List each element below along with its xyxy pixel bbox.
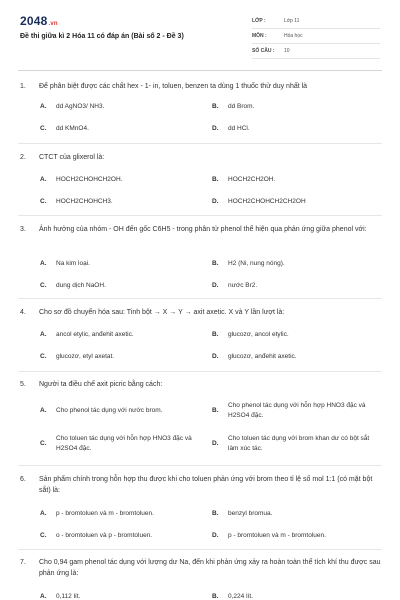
question-text: Cho 0,94 gam phenol tác dụng với lượng dư Na, đến khi phản ứng xảy ra hoàn toàn thể tích khí thu được sau phản ứng là:	[39, 559, 381, 577]
option-text: glucozơ, etyl axetat.	[56, 353, 115, 360]
question-number: 6.	[20, 476, 26, 483]
option-text: dd Brom.	[228, 103, 255, 110]
exam-meta-table	[252, 14, 380, 59]
meta-row-question-count	[252, 44, 380, 59]
option-text: ancol etylic, anđehit axetic.	[56, 331, 134, 338]
option-letter: A.	[40, 176, 47, 183]
option-text: Cho phenol tác dụng với nước brom.	[56, 407, 163, 414]
option-letter: C.	[40, 532, 47, 539]
option-letter: A.	[40, 593, 47, 600]
option-letter: C.	[40, 198, 47, 205]
site-logo[interactable]	[20, 14, 58, 28]
option-letter: D.	[212, 353, 219, 360]
option-letter: A.	[40, 407, 47, 414]
option-letter: D.	[212, 282, 219, 289]
header-divider	[18, 70, 382, 71]
logo-main-text: 2048	[20, 14, 48, 28]
option-letter: D.	[212, 532, 219, 539]
option-text: 0,112 lít.	[56, 593, 81, 600]
meta-row-class	[252, 14, 380, 29]
option-text: p - bromtoluen và m - bromtoluen.	[228, 532, 326, 539]
question-number: 5.	[20, 381, 26, 388]
option-text: HOCH2CHOHCH3.	[56, 198, 113, 205]
meta-value: 10	[284, 48, 290, 54]
question-text: Ảnh hưởng của nhóm - OH đến gốc C6H5 - trong phân tử phenol thể hiện qua phản ứng giữa phenol với:	[39, 226, 367, 233]
option-text: Cho toluen tác dụng với hỗn hợp HNO3 đặc và H2SO4 đặc.	[56, 435, 192, 452]
question-number: 7.	[20, 559, 26, 566]
option-letter: D.	[212, 440, 219, 447]
meta-key: LỚP :	[252, 18, 266, 24]
option-text: dung dịch NaOH.	[56, 282, 106, 289]
option-letter: C.	[40, 282, 47, 289]
option-text: glucozơ, ancol etylic.	[228, 331, 289, 338]
exam-header	[0, 0, 400, 70]
exam-title: Đề thi giữa kì 2 Hóa 11 có đáp án (Bài số 2 - Đề 3)	[20, 33, 184, 40]
option-letter: A.	[40, 260, 47, 267]
option-text: 0,224 lít.	[228, 593, 253, 600]
question-divider	[18, 371, 382, 372]
option-letter: B.	[212, 593, 219, 600]
logo-domain-text: .vn	[48, 21, 58, 27]
question-text: CTCT của glixerol là:	[39, 154, 105, 161]
question-number: 4.	[20, 309, 26, 316]
question-text: Để phân biệt được các chất hex - 1- in, toluen, benzen ta dùng 1 thuốc thử duy nhất là	[39, 83, 308, 90]
option-text: HOCH2CH2OH.	[228, 176, 276, 183]
option-text: p - bromtoluen và m - bromtoluen.	[56, 510, 154, 517]
option-text: Cho toluen tác dụng với brom khan dư có bột sắt làm xúc tác.	[228, 435, 370, 452]
option-letter: D.	[212, 198, 219, 205]
option-text: HOCH2CHOHCH2OH.	[56, 176, 123, 183]
option-letter: B.	[212, 510, 219, 517]
option-text: benzyl bromua.	[228, 510, 273, 517]
question-divider	[18, 465, 382, 466]
question-number: 1.	[20, 83, 26, 90]
option-text: dd HCl.	[228, 125, 250, 132]
option-text: HOCH2CHOHCH2CH2OH	[228, 198, 306, 205]
question-text: Cho sơ đồ chuyển hóa sau: Tinh bột → X → Y → axit axetic. X và Y lần lượt là:	[39, 309, 285, 316]
option-letter: A.	[40, 331, 47, 338]
option-text: dd AgNO3/ NH3.	[56, 103, 105, 110]
question-text: Người ta điều chế axit picric bằng cách:	[39, 381, 163, 388]
option-letter: B.	[212, 407, 219, 414]
question-number: 3.	[20, 226, 26, 233]
meta-value: Hóa học	[284, 33, 303, 39]
option-letter: C.	[40, 125, 47, 132]
option-letter: B.	[212, 331, 219, 338]
meta-value: Lớp 11	[284, 18, 300, 24]
option-text: glucozơ, anđehit axetic.	[228, 353, 297, 360]
option-letter: B.	[212, 176, 219, 183]
option-text: Na kim loại.	[56, 260, 90, 267]
option-letter: C.	[40, 440, 47, 447]
option-text: o - bromtoluen và p - bromtoluen.	[56, 532, 153, 539]
option-text: dd KMnO4.	[56, 125, 89, 132]
option-letter: A.	[40, 510, 47, 517]
option-letter: B.	[212, 103, 219, 110]
option-letter: C.	[40, 353, 47, 360]
option-letter: A.	[40, 103, 47, 110]
question-number: 2.	[20, 154, 26, 161]
meta-key: MÔN :	[252, 33, 267, 39]
option-text: nước Br2.	[228, 282, 258, 289]
question-divider	[18, 215, 382, 216]
question-divider	[18, 143, 382, 144]
meta-key: SỐ CÂU :	[252, 48, 275, 54]
question-text: Sản phẩm chính trong hỗn hợp thu được khi cho toluen phản ứng với brom theo tỉ lệ số mol 1:1 (có mặt bột sắt) là:	[39, 476, 373, 494]
option-letter: B.	[212, 260, 219, 267]
option-letter: D.	[212, 125, 219, 132]
question-divider	[18, 549, 382, 550]
option-text: Cho phenol tác dụng với hỗn hợp HNO3 đặc và H2SO4 đặc.	[228, 402, 366, 419]
meta-row-subject	[252, 29, 380, 44]
option-text: H2 (Ni, nung nóng).	[228, 260, 285, 267]
question-divider	[18, 298, 382, 299]
